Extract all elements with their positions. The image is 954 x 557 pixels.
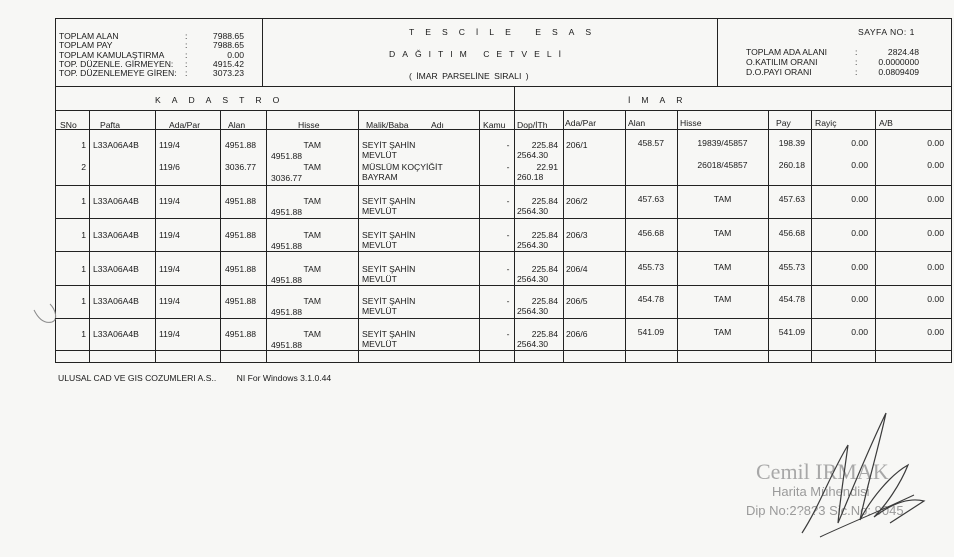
summary-label: TOP. DÜZENLEMEYE GİREN: [59,68,177,79]
cell-sno: 1 [81,296,86,306]
cell-baba: MEVLÜT [362,306,397,316]
footer-software: ULUSAL CAD VE GIS COZUMLERI A.S.. [58,373,217,383]
cell-imar-hisse: TAM [713,228,732,238]
cell-sno: 2 [81,162,86,172]
grid-hline [55,129,952,130]
cell-imar-hisse: TAM [713,327,732,337]
column-divider [514,110,515,362]
cell-dop: 225.84 [531,196,558,206]
cell-ada-par: 119/4 [159,140,180,150]
distribution-table [55,18,952,363]
page-value: 1 [909,27,915,37]
cell-ab: 0.00 [927,294,944,304]
cell-ab: 0.00 [927,194,944,204]
grid-hline [55,86,952,87]
cell-pay: 455.73 [778,262,805,272]
col-imar-alan: Alan [628,118,646,128]
section-kadastro: KADASTRO [155,95,291,105]
cell-dop: 22.91 [536,162,558,172]
cell-rayic: 0.00 [851,160,868,170]
cell-imar-hisse: 19839/45857 [697,138,748,148]
cell-imar-alan: 456.68 [637,228,664,238]
cell-hisse: TAM [303,329,321,339]
cell-rayic: 0.00 [851,194,868,204]
cell-pafta: L33A06A4B [93,329,139,339]
cell-imar-alan: 541.09 [637,327,664,337]
title-line2: DAĞITIM CETVELİ [389,49,569,59]
summary-value: 7988.65 [212,40,244,51]
cell-kamu: - [506,264,510,274]
cell-ada-par: 119/6 [159,162,180,172]
cell-hisse: TAM [303,162,321,172]
ratio-value: 2824.48 [887,47,919,57]
cell-sno: 1 [81,230,86,240]
cell-imar-alan: 457.63 [637,194,664,204]
cell-hisse-area: 4951.88 [271,151,303,161]
grid-hline [55,185,952,186]
cell-hisse: TAM [303,140,321,150]
cell-rayic: 0.00 [851,228,868,238]
cell-baba: BAYRAM [362,172,398,182]
cell-sno: 1 [81,329,86,339]
cell-pafta: L33A06A4B [93,140,139,150]
summary-value: 3073.23 [212,68,244,79]
column-divider [89,110,90,362]
col-ab: A/B [879,118,893,128]
column-divider [625,110,626,362]
summary-label: TOP. DÜZENLE. GİRMEYEN: [59,58,174,69]
cell-sno: 1 [81,196,86,206]
cell-hisse: TAM [303,196,321,206]
cell-imar-alan: 454.78 [637,294,664,304]
cell-dop: 225.84 [531,296,558,306]
cell-ada-par: 119/4 [159,329,180,339]
ratio-label: O.KATILIM ORANI [746,57,818,67]
ratio-value: 0.0000000 [878,57,919,67]
footer-version: NI For Windows 3.1.0.44 [236,373,332,383]
grid-hline [55,362,952,363]
signature-stroke [802,413,924,533]
header-divider [262,18,263,86]
column-divider [811,110,812,362]
summary-label: TOPLAM ALAN [59,31,119,41]
ratio-colon: : [855,67,858,77]
cell-hisse-area: 3036.77 [271,173,303,183]
col-imar-ada-par: Ada/Par [565,118,597,128]
cell-imar-ada-par: 206/6 [566,329,588,339]
cell-alan: 4951.88 [225,140,257,150]
col-imar-hisse: Hisse [680,118,702,128]
signature-scribble [790,405,930,545]
col-alan: Alan [228,120,246,130]
cell-baba: MEVLÜT [362,240,397,250]
cell-dop: 225.84 [531,230,558,240]
cell-ab: 0.00 [927,228,944,238]
cell-malik: SEYİT ŞAHİN [362,296,416,306]
cell-kamu: - [506,140,510,150]
ratio-label: TOPLAM ADA ALANI [746,47,828,57]
cell-dop: 225.84 [531,329,558,339]
cell-alan: 4951.88 [225,329,257,339]
cell-rayic: 0.00 [851,294,868,304]
cell-dop: 225.84 [531,264,558,274]
cell-ab: 0.00 [927,327,944,337]
cell-malik: SEYİT ŞAHİN [362,329,416,339]
cell-kamu: - [506,329,510,339]
cell-pay: 198.39 [778,138,805,148]
cell-ada-par: 119/4 [159,230,180,240]
page-number [858,27,915,37]
grid-hline [55,218,952,219]
summary-colon: : [185,31,188,41]
col-rayic: Rayiç [815,118,837,128]
cell-alan: 4951.88 [225,230,257,240]
cell-hisse-area: 4951.88 [271,307,303,317]
stamp-number: Dip No:2?8?3 Sic.No: 9045 [746,503,904,518]
grid-hline [55,350,952,351]
summary-colon: : [185,49,188,60]
cell-kamu: - [506,296,510,306]
grid-hline [55,285,952,286]
cell-ab: 0.00 [927,262,944,272]
cell-malik: SEYİT ŞAHİN [362,140,416,150]
cell-ada-par: 119/4 [159,296,180,306]
cell-pay: 456.68 [778,228,805,238]
cell-malik: SEYİT ŞAHİN [362,264,416,274]
title-line1: TESCİLE ESAS [409,27,603,37]
cell-hisse-area: 4951.88 [271,207,303,217]
col-pafta: Pafta [100,120,121,130]
cell-baba: MEVLÜT [362,339,397,349]
column-divider [155,110,156,362]
cell-hisse-area: 4951.88 [271,241,303,251]
cell-pay: 260.18 [778,160,805,170]
margin-check-mark [30,296,68,326]
cell-baba: MEVLÜT [362,206,397,216]
cell-kamu: - [506,162,510,172]
cell-baba: MEVLÜT [362,150,397,160]
column-divider [563,110,564,362]
grid-hline [55,318,952,319]
cell-kamu: - [506,230,510,240]
col-pay: Pay [776,118,791,128]
col-kamu: Kamu [483,120,506,130]
cell-pafta: L33A06A4B [93,296,139,306]
summary-label: TOPLAM KAMULAŞTIRMA [59,49,165,60]
cell-baba: MEVLÜT [362,274,397,284]
summary-colon: : [185,68,188,79]
column-divider [266,110,267,362]
col-hisse: Hisse [298,120,320,130]
cell-sno: 1 [81,140,86,150]
column-divider [358,110,359,362]
summary-label: TOPLAM PAY [59,40,113,51]
cell-imar-hisse: TAM [713,294,732,304]
cell-pay: 454.78 [778,294,805,304]
cell-rayic: 0.00 [851,262,868,272]
cell-ab: 0.00 [927,138,944,148]
stamp-name: Cemil IRMAK [756,459,889,484]
cell-pay: 457.63 [778,194,805,204]
cell-ith: 2564.30 [517,274,549,284]
cell-kamu: - [506,196,510,206]
cell-ith: 2564.30 [517,240,549,250]
summary-value: 0.00 [227,49,244,60]
cell-hisse-area: 4951.88 [271,340,303,350]
column-divider [875,110,876,362]
col-adi: Adı [431,120,444,130]
ratio-label: D.O.PAYI ORANI [746,67,812,77]
title-line3: ( İMAR PARSELİNE SIRALI ) [409,71,529,81]
cell-malik: MÜSLÜM KOÇYİĞİT [362,162,443,172]
ratio-colon: : [855,47,858,57]
cell-pay: 541.09 [778,327,805,337]
cell-malik: SEYİT ŞAHİN [362,196,416,206]
grid-hline [55,110,952,111]
cell-imar-alan: 455.73 [637,262,664,272]
section-imar: İMAR [628,95,694,105]
cell-imar-ada-par: 206/1 [566,140,588,150]
col-dop: Dop/İTh [517,120,548,130]
cell-alan: 4951.88 [225,264,257,274]
cell-pafta: L33A06A4B [93,196,139,206]
summary-colon: : [185,58,188,69]
cell-ada-par: 119/4 [159,264,180,274]
cell-ith: 2564.30 [517,206,549,216]
cell-pafta: L33A06A4B [93,264,139,274]
summary-value: 4915.42 [212,58,244,69]
ratio-colon: : [855,57,858,67]
col-malik: Malik/Baba [366,120,409,130]
cell-ith: 2564.30 [517,150,549,160]
cell-imar-ada-par: 206/5 [566,296,588,306]
cell-alan: 3036.77 [225,162,257,172]
cell-sno: 1 [81,264,86,274]
ratio-value: 0.0809409 [878,67,919,77]
check-stroke [34,304,56,322]
cell-dop: 225.84 [531,140,558,150]
page-label: SAYFA NO: [858,27,907,37]
column-divider [479,110,480,362]
summary-colon: : [185,40,188,51]
cell-hisse: TAM [303,296,321,306]
cell-imar-alan: 458.57 [637,138,664,148]
column-divider [768,110,769,362]
cell-imar-hisse: TAM [713,194,732,204]
col-sno: SNo [60,120,77,130]
cell-imar-ada-par: 206/4 [566,264,588,274]
cell-alan: 4951.88 [225,296,257,306]
cell-hisse: TAM [303,230,321,240]
cell-imar-ada-par: 206/2 [566,196,588,206]
column-divider [220,110,221,362]
cell-imar-hisse: 26018/45857 [697,160,748,170]
cell-hisse-area: 4951.88 [271,275,303,285]
cell-alan: 4951.88 [225,196,257,206]
grid-hline [55,251,952,252]
summary-value: 7988.65 [212,31,244,41]
cell-ith: 260.18 [517,172,544,182]
cell-imar-ada-par: 206/3 [566,230,588,240]
col-ada-par: Ada/Par [169,120,201,130]
header-divider [717,18,718,86]
cell-hisse: TAM [303,264,321,274]
cell-ab: 0.00 [927,160,944,170]
footer [58,373,331,383]
cell-malik: SEYİT ŞAHİN [362,230,416,240]
cell-ada-par: 119/4 [159,196,180,206]
cell-ith: 2564.30 [517,306,549,316]
cell-ith: 2564.30 [517,339,549,349]
cell-rayic: 0.00 [851,327,868,337]
column-divider [677,110,678,362]
stamp-title: Harita Mühendisi [772,484,870,499]
cell-imar-hisse: TAM [713,262,732,272]
cell-pafta: L33A06A4B [93,230,139,240]
cell-rayic: 0.00 [851,138,868,148]
